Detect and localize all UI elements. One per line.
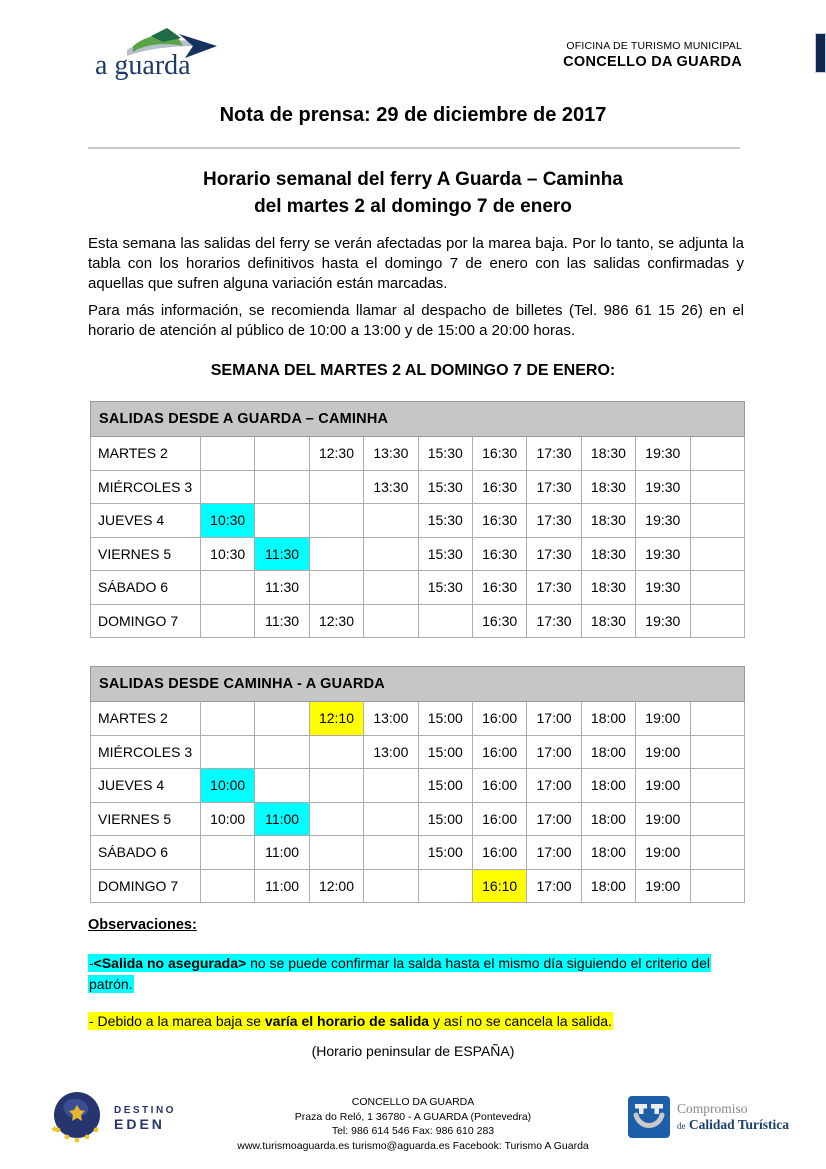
- day-cell: VIERNES 5: [91, 537, 201, 571]
- time-cell: 12:30: [309, 437, 363, 471]
- table-row: [91, 702, 745, 736]
- table-row: [91, 869, 745, 903]
- time-cell: 10:30: [201, 504, 255, 538]
- time-cell: [309, 470, 363, 504]
- footer-org: CONCELLO DA GUARDA: [351, 1096, 475, 1108]
- time-cell: 15:30: [418, 437, 472, 471]
- time-cell: 16:30: [472, 437, 526, 471]
- time-cell: 15:30: [418, 537, 472, 571]
- time-cell: 16:00: [472, 769, 526, 803]
- day-cell: SÁBADO 6: [91, 571, 201, 605]
- time-cell: [690, 470, 744, 504]
- cyan-highlighted-note: -<Salida no asegurada> no se puede confirmar la salda hasta el mismo día siguiendo el criterio del patrón.: [89, 955, 710, 992]
- quality-mark-icon: [628, 1096, 670, 1138]
- time-cell: [201, 735, 255, 769]
- time-cell: 15:00: [418, 802, 472, 836]
- day-cell: DOMINGO 7: [91, 604, 201, 638]
- time-cell: [201, 702, 255, 736]
- table-row: [91, 437, 745, 471]
- time-cell: 18:30: [581, 470, 635, 504]
- time-cell: 18:30: [581, 571, 635, 605]
- week-heading: SEMANA DEL MARTES 2 AL DOMINGO 7 DE ENERO:: [210, 362, 616, 379]
- time-cell: [364, 604, 418, 638]
- time-cell: 11:30: [255, 604, 309, 638]
- time-cell: [418, 604, 472, 638]
- yellow-highlighted-note: - Debido a la marea baja se varía el horario de salida y así no se cancela la salida.: [89, 1013, 612, 1029]
- table-row: [91, 504, 745, 538]
- time-cell: [690, 769, 744, 803]
- time-cell: [364, 504, 418, 538]
- header-office-block: [563, 40, 742, 70]
- time-cell: 16:00: [472, 702, 526, 736]
- time-cell: [201, 869, 255, 903]
- time-cell: 16:30: [472, 470, 526, 504]
- time-cell: [255, 702, 309, 736]
- time-cell: 11:00: [255, 869, 309, 903]
- table-title: SALIDAS DESDE CAMINHA - A GUARDA: [91, 667, 745, 702]
- time-cell: [690, 571, 744, 605]
- time-cell: 12:00: [309, 869, 363, 903]
- time-cell: 13:00: [364, 702, 418, 736]
- table-row: [91, 537, 745, 571]
- intro-paragraph: Esta semana las salidas del ferry se verán afectadas por la marea baja. Por lo tanto, se adjunta la tabla con los horarios definitivos hasta el domingo 7 de enero con las salidas confirmadas y aquellas que sufren alguna variación están marcadas.: [88, 235, 744, 292]
- time-cell: 10:30: [201, 537, 255, 571]
- time-cell: [309, 802, 363, 836]
- time-cell: [690, 735, 744, 769]
- time-cell: 15:30: [418, 571, 472, 605]
- time-cell: 17:30: [527, 537, 581, 571]
- time-cell: 15:00: [418, 735, 472, 769]
- time-cell: [201, 571, 255, 605]
- table-row: [91, 802, 745, 836]
- time-cell: 19:30: [636, 537, 690, 571]
- time-cell: 11:30: [255, 571, 309, 605]
- day-cell: MIÉRCOLES 3: [91, 470, 201, 504]
- time-cell: [255, 735, 309, 769]
- subtitle-line2: del martes 2 al domingo 7 de enero: [254, 196, 572, 217]
- note-marea-baja: [88, 1011, 748, 1032]
- time-cell: 11:00: [255, 836, 309, 870]
- eden-line2: EDEN: [114, 1115, 165, 1132]
- day-cell: VIERNES 5: [91, 802, 201, 836]
- time-cell: 19:00: [636, 869, 690, 903]
- time-cell: 16:00: [472, 802, 526, 836]
- note2-bold: varía el horario de salida: [264, 1013, 430, 1029]
- time-cell: 15:30: [418, 470, 472, 504]
- time-cell: 12:30: [309, 604, 363, 638]
- time-cell: [201, 604, 255, 638]
- time-cell: [690, 504, 744, 538]
- time-cell: 16:00: [472, 735, 526, 769]
- day-cell: MARTES 2: [91, 702, 201, 736]
- table-row: [91, 470, 745, 504]
- time-cell: 11:30: [255, 537, 309, 571]
- time-cell: 19:30: [636, 437, 690, 471]
- office-line: OFICINA DE TURISMO MUNICIPAL: [566, 40, 742, 52]
- day-cell: JUEVES 4: [91, 769, 201, 803]
- time-cell: 17:30: [527, 604, 581, 638]
- time-cell: [255, 504, 309, 538]
- time-cell: [364, 769, 418, 803]
- subtitle-line1: Horario semanal del ferry A Guarda – Caminha: [203, 169, 623, 190]
- footer-address: Praza do Reló, 1 36780 - A GUARDA (Pontevedra): [294, 1110, 532, 1123]
- aguarda-logo: [93, 24, 231, 93]
- time-cell: 18:00: [581, 735, 635, 769]
- time-cell: 15:00: [418, 702, 472, 736]
- time-cell: [255, 769, 309, 803]
- time-cell: 17:00: [527, 802, 581, 836]
- time-cell: 18:30: [581, 437, 635, 471]
- time-cell: [418, 869, 472, 903]
- time-cell: 16:30: [472, 571, 526, 605]
- table-row: [91, 836, 745, 870]
- time-cell: [690, 537, 744, 571]
- time-cell: [690, 802, 744, 836]
- time-cell: 18:00: [581, 802, 635, 836]
- time-cell: 17:30: [527, 470, 581, 504]
- time-cell: 17:00: [527, 769, 581, 803]
- observations-heading: Observaciones:: [88, 917, 197, 933]
- departures-table-aguarda-caminha: [90, 401, 745, 638]
- time-cell: [201, 470, 255, 504]
- time-cell: 19:30: [636, 571, 690, 605]
- info-paragraph: Para más información, se recomienda llamar al despacho de billetes (Tel. 986 61 15 26) en el horario de atención al público de 10:00 a 13:00 y de 15:00 a 20:00 horas.: [88, 302, 744, 339]
- time-cell: 12:10: [309, 702, 363, 736]
- quality-line2: de Calidad Turística: [677, 1117, 790, 1132]
- time-cell: [690, 869, 744, 903]
- time-cell: [690, 702, 744, 736]
- time-cell: 19:30: [636, 504, 690, 538]
- time-cell: 19:30: [636, 604, 690, 638]
- time-cell: 18:00: [581, 869, 635, 903]
- time-cell: [309, 537, 363, 571]
- time-cell: 18:30: [581, 504, 635, 538]
- time-cell: 17:00: [527, 735, 581, 769]
- time-cell: 19:00: [636, 802, 690, 836]
- day-cell: SÁBADO 6: [91, 836, 201, 870]
- time-cell: 17:30: [527, 437, 581, 471]
- time-cell: 17:00: [527, 869, 581, 903]
- time-cell: 18:00: [581, 836, 635, 870]
- time-cell: 16:30: [472, 537, 526, 571]
- time-cell: 15:00: [418, 769, 472, 803]
- day-cell: MIÉRCOLES 3: [91, 735, 201, 769]
- time-cell: 19:00: [636, 836, 690, 870]
- time-cell: 19:30: [636, 470, 690, 504]
- day-cell: JUEVES 4: [91, 504, 201, 538]
- time-cell: [364, 571, 418, 605]
- table-row: [91, 735, 745, 769]
- time-cell: 19:00: [636, 702, 690, 736]
- time-cell: [255, 470, 309, 504]
- day-cell: MARTES 2: [91, 437, 201, 471]
- time-cell: [364, 869, 418, 903]
- time-cell: 13:30: [364, 470, 418, 504]
- table-row: [91, 571, 745, 605]
- peninsular-time-note: (Horario peninsular de ESPAÑA): [311, 1043, 515, 1059]
- time-cell: 17:30: [527, 504, 581, 538]
- time-cell: 13:00: [364, 735, 418, 769]
- time-cell: 17:00: [527, 702, 581, 736]
- time-cell: 16:00: [472, 836, 526, 870]
- note-salida-no-asegurada: [88, 953, 748, 995]
- svg-text:a guarda: a guarda: [95, 50, 191, 81]
- time-cell: 16:30: [472, 604, 526, 638]
- eden-line1: DESTINO: [114, 1104, 176, 1116]
- time-cell: 15:30: [418, 504, 472, 538]
- time-cell: 17:30: [527, 571, 581, 605]
- time-cell: 11:00: [255, 802, 309, 836]
- horizontal-rule: [88, 147, 740, 149]
- time-cell: [201, 437, 255, 471]
- time-cell: 18:00: [581, 702, 635, 736]
- time-cell: 10:00: [201, 769, 255, 803]
- page-title: Nota de prensa: 29 de diciembre de 2017: [219, 104, 607, 126]
- time-cell: [201, 836, 255, 870]
- time-cell: [364, 836, 418, 870]
- footer-web: www.turismoaguarda.es turismo@aguarda.es Facebook: Turismo A Guarda: [237, 1139, 589, 1152]
- table-title: SALIDAS DESDE A GUARDA – CAMINHA: [91, 402, 745, 437]
- time-cell: 18:30: [581, 604, 635, 638]
- navy-accent-bar: [816, 34, 825, 72]
- table-row: [91, 604, 745, 638]
- time-cell: [309, 769, 363, 803]
- time-cell: 19:00: [636, 735, 690, 769]
- quality-line1: Compromiso: [677, 1101, 748, 1116]
- time-cell: [364, 537, 418, 571]
- table-row: [91, 769, 745, 803]
- note2-suffix: y así no se cancela la salida.: [429, 1013, 612, 1029]
- time-cell: 16:10: [472, 869, 526, 903]
- calidad-turistica-logo: [628, 1096, 789, 1138]
- time-cell: [690, 836, 744, 870]
- time-cell: [364, 802, 418, 836]
- time-cell: 18:30: [581, 537, 635, 571]
- time-cell: 18:00: [581, 769, 635, 803]
- time-cell: [690, 437, 744, 471]
- time-cell: [309, 735, 363, 769]
- time-cell: [309, 504, 363, 538]
- note1-bold: <Salida no asegurada>: [93, 955, 247, 971]
- time-cell: 15:00: [418, 836, 472, 870]
- time-cell: [690, 604, 744, 638]
- time-cell: [309, 571, 363, 605]
- time-cell: 17:00: [527, 836, 581, 870]
- time-cell: 13:30: [364, 437, 418, 471]
- time-cell: 19:00: [636, 769, 690, 803]
- footer-phone: Tel: 986 614 546 Fax: 986 610 283: [331, 1125, 495, 1137]
- time-cell: 10:00: [201, 802, 255, 836]
- day-cell: DOMINGO 7: [91, 869, 201, 903]
- departures-table-caminha-aguarda: [90, 666, 745, 903]
- time-cell: 16:30: [472, 504, 526, 538]
- note1-rest: no se puede confirmar la salda hasta el mismo día siguiendo el criterio del patrón.: [89, 955, 710, 992]
- quality-wordmark: [677, 1101, 789, 1133]
- time-cell: [309, 836, 363, 870]
- concello-line: CONCELLO DA GUARDA: [563, 54, 742, 70]
- document-subtitle: [0, 166, 826, 220]
- aguarda-logo-graphic: [93, 24, 231, 88]
- time-cell: [255, 437, 309, 471]
